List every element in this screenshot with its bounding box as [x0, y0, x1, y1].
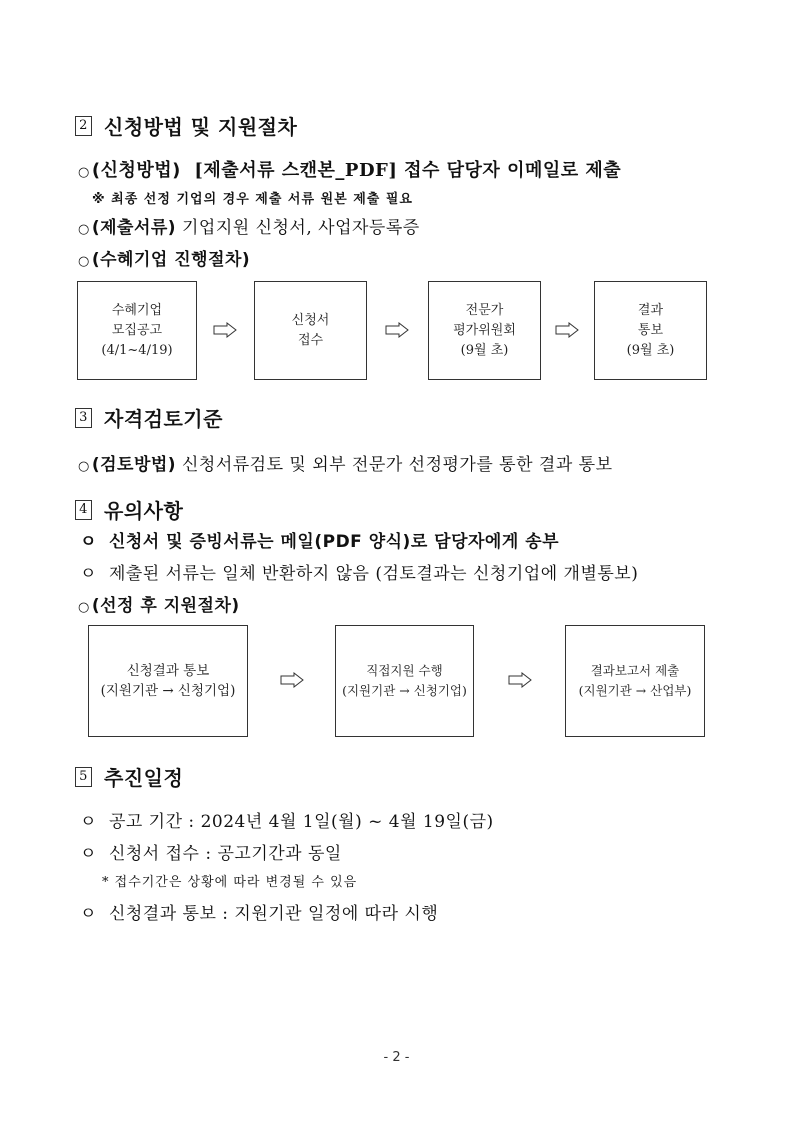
- item-text: 신청서류검토 및 외부 전문가 선정평가를 통한 결과 통보: [181, 455, 613, 475]
- right-arrow-icon: [213, 322, 237, 338]
- item-label: (검토방법): [91, 455, 177, 475]
- step-line: (지원기관 → 산업부): [578, 683, 692, 698]
- step-line: 결과보고서 제출: [590, 663, 680, 678]
- post-selection-line: [78, 591, 240, 616]
- item-text: 공고 기간 : 2024년 4월 1일(월) ~ 4월 19일(금): [108, 812, 494, 832]
- process-step-box: [428, 281, 541, 380]
- section-number-box: 4: [75, 500, 92, 520]
- process-line: [78, 245, 250, 270]
- bullet: ㅇ: [80, 812, 97, 832]
- step-line: 신청서: [291, 312, 330, 328]
- step-line: (4/1~4/19): [101, 342, 173, 358]
- bullet: ○: [78, 254, 90, 269]
- section-number-box: 5: [75, 767, 92, 787]
- item-text: 신청서 및 증빙서류는 메일(PDF 양식)로 담당자에게 송부: [108, 532, 560, 552]
- step-line: 모집공고: [111, 322, 163, 338]
- review-method-line: [78, 450, 613, 475]
- section-number-box: 3: [75, 408, 92, 428]
- step-line: (9월 초): [460, 342, 509, 358]
- post-step-box: [335, 625, 474, 737]
- bullet: ○: [78, 600, 90, 615]
- right-arrow-icon: [555, 322, 579, 338]
- item-label: (수혜기업 진행절차): [91, 250, 251, 270]
- section-2-heading: [75, 111, 297, 140]
- bullet: ○: [78, 459, 90, 474]
- step-line: 전문가: [465, 302, 504, 318]
- right-arrow-icon: [280, 672, 304, 688]
- bullet: ㅇ: [80, 844, 97, 864]
- method-note: ※ 최종 선정 기업의 경우 제출 서류 원본 제출 필요: [92, 192, 413, 207]
- item-text: 신청결과 통보 : 지원기관 일정에 따라 시행: [108, 904, 439, 924]
- page-number: - 2 -: [383, 1050, 410, 1065]
- notice-item: [80, 559, 638, 584]
- process-step-box: [77, 281, 197, 380]
- post-step-box: [565, 625, 705, 737]
- item-text: 신청서 접수 : 공고기간과 동일: [108, 844, 342, 864]
- process-step-box: [254, 281, 367, 380]
- step-line: (지원기관 → 신청기업): [100, 683, 236, 699]
- item-text: 기업지원 신청서, 사업자등록증: [181, 218, 420, 238]
- step-line: 평가위원회: [453, 322, 516, 338]
- section-title: 유의사항: [104, 499, 184, 523]
- step-line: 직접지원 수행: [366, 663, 443, 678]
- schedule-note: * 접수기간은 상황에 따라 변경될 수 있음: [102, 875, 358, 890]
- section-number-box: 2: [75, 116, 92, 136]
- step-line: (9월 초): [626, 342, 675, 358]
- step-line: 접수: [297, 332, 324, 348]
- section-title: 추진일정: [104, 766, 184, 790]
- application-method-line: [78, 156, 621, 182]
- post-step-box: [88, 625, 248, 737]
- item-label: (신청방법): [91, 160, 181, 181]
- right-arrow-icon: [385, 322, 409, 338]
- bullet: ㅇ: [80, 532, 97, 552]
- notice-item: [80, 527, 559, 552]
- bullet: ○: [78, 222, 90, 237]
- bullet: ○: [78, 165, 90, 180]
- section-title: 신청방법 및 지원절차: [104, 115, 298, 139]
- section-title: 자격검토기준: [104, 407, 223, 431]
- step-line: 신청결과 통보: [126, 663, 210, 679]
- item-text: [제출서류 스캔본_PDF] 접수 담당자 이메일로 제출: [194, 160, 622, 181]
- schedule-item: [80, 899, 438, 924]
- step-line: 수혜기업: [111, 302, 163, 318]
- schedule-item: [80, 839, 342, 864]
- step-line: 결과: [637, 302, 664, 318]
- right-arrow-icon: [508, 672, 532, 688]
- bullet: ㅇ: [80, 904, 97, 924]
- item-text: 제출된 서류는 일체 반환하지 않음 (검토결과는 신청기업에 개별통보): [108, 564, 639, 584]
- section-5-heading: [75, 762, 183, 791]
- step-line: 통보: [637, 322, 664, 338]
- bullet: ㅇ: [80, 564, 97, 584]
- item-label: (선정 후 지원절차): [91, 596, 240, 616]
- process-step-box: [594, 281, 707, 380]
- schedule-item: [80, 807, 494, 832]
- item-label: (제출서류): [91, 218, 177, 238]
- step-line: (지원기관 → 신청기업): [342, 683, 467, 698]
- documents-line: [78, 213, 420, 238]
- section-3-heading: [75, 403, 223, 432]
- section-4-heading: [75, 495, 183, 524]
